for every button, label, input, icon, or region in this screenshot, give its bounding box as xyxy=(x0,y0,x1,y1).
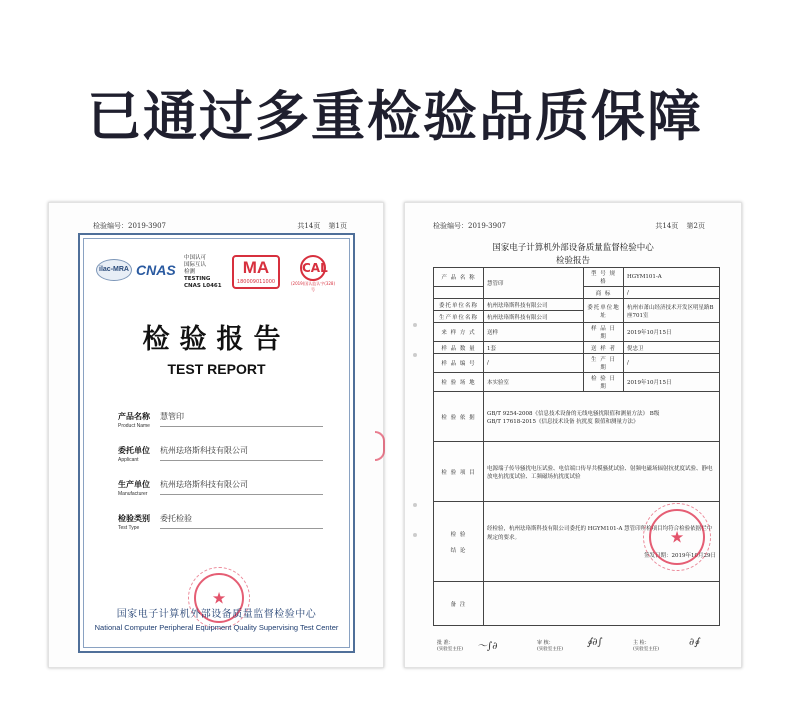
field-value: 杭州珐珞斯科技有限公司 xyxy=(160,479,323,495)
report-cover-page xyxy=(48,202,384,668)
field-label: 委托单位 xyxy=(118,446,150,455)
approver-label: 批 准： xyxy=(437,640,454,646)
center-title: 国家电子计算机外部设备质量监督检验中心 xyxy=(492,243,654,253)
handwritten-signature-icon: 〜∫∂ xyxy=(477,641,498,652)
table-row xyxy=(434,299,720,311)
certification-logos xyxy=(96,251,341,291)
field-test-type xyxy=(118,513,323,547)
cover-subtitle: TEST REPORT xyxy=(167,361,266,377)
cal-mark: CAL xyxy=(300,255,326,281)
report-number: 检验编号：2019-3907 xyxy=(433,222,506,230)
cma-logo xyxy=(232,255,280,289)
approver-role: (实验室主任) xyxy=(437,647,464,652)
table-cell-label: 检 验 场 地 xyxy=(434,373,484,392)
table-cell-label xyxy=(434,287,484,299)
table-cell-label xyxy=(434,502,484,582)
table-cell: / xyxy=(484,354,584,373)
table-cell-label: 商 标 xyxy=(584,287,624,299)
binding-hole-icon xyxy=(413,323,417,327)
table-row xyxy=(434,268,720,287)
table-cell-label: 检 验 项 目 xyxy=(434,442,484,502)
field-label: 生产单位 xyxy=(118,480,150,489)
table-cell: 电源端子传导骚扰电压试验、电信端口传导共模骚扰试验、射频电磁场辐射抗扰度试验、静电放电抗扰度试验、工频磁场抗扰度试验 xyxy=(484,442,720,502)
table-cell xyxy=(484,392,720,442)
cnas-line: 中国认可 xyxy=(184,255,207,261)
conclusion-label: 检 验 xyxy=(450,531,467,538)
tester-signature xyxy=(633,639,659,652)
table-cell-label: 样 品 数 量 xyxy=(434,342,484,354)
table-cell: 1套 xyxy=(484,342,584,354)
field-label: 产品名称 xyxy=(118,412,150,421)
table-row xyxy=(434,323,720,342)
issuing-organization: 国家电子计算机外部设备质量监督检验中心 xyxy=(116,609,317,620)
conclusion-label: 结 论 xyxy=(450,547,467,554)
field-value: 委托检验 xyxy=(160,513,323,529)
table-cell-label: 送 样 者 xyxy=(584,342,624,354)
table-cell-label: 生产单位名称 xyxy=(434,311,484,323)
cnas-info xyxy=(184,255,222,290)
table-cell-label: 委托单位地址 xyxy=(584,299,624,323)
table-cell: HGYM101-A xyxy=(624,268,720,287)
field-value: 慧管印 xyxy=(160,411,323,427)
report-title: 检验报告 xyxy=(555,256,590,266)
conclusion-text: 经检验，杭州珐珞斯科技有限公司委托的 HGYM101-A 慧管印所检项目均符合检验依据栏中规定的要求。 xyxy=(487,525,713,541)
table-cell-label: 型 号 规 格 xyxy=(584,268,624,287)
binding-hole-icon xyxy=(413,353,417,357)
table-cell-label: 样 品 日 期 xyxy=(584,323,624,342)
field-manufacturer xyxy=(118,479,323,513)
cnas-line: CNAS L0461 xyxy=(184,283,222,289)
table-cell: 本实验室 xyxy=(484,373,584,392)
table-cell-label: 产 品 名 称 xyxy=(434,268,484,287)
edge-seal-icon xyxy=(375,431,385,461)
cnas-logo: CNAS xyxy=(136,262,176,278)
seal-ring-icon xyxy=(643,503,711,571)
cnas-line: TESTING xyxy=(184,276,211,282)
table-row xyxy=(434,392,720,442)
sign-date: 签发日期：2019年10月29日 xyxy=(644,552,716,559)
tester-role: (实验室主任) xyxy=(633,647,660,652)
table-cell: 2019年10月15日 xyxy=(624,373,720,392)
table-cell: / xyxy=(624,287,720,299)
table-cell-label: 检 验 日 期 xyxy=(584,373,624,392)
table-row xyxy=(434,373,720,392)
basis-line: GB/T 17618-2015《信息技术设备 抗扰度 限值和测量方法》 xyxy=(487,418,639,425)
cal-logo xyxy=(290,255,336,292)
table-cell-label: 生 产 日 期 xyxy=(584,354,624,373)
handwritten-signature-icon: ∮∂∫ xyxy=(587,637,603,648)
table-cell: 杭州珐珞斯科技有限公司 xyxy=(484,299,584,311)
table-row xyxy=(434,342,720,354)
basis-line: GB/T 9254-2008《信息技术设备的无线电骚扰限值和测量方法》 B级 xyxy=(487,410,660,417)
report-number: 检验编号：2019-3907 xyxy=(93,222,166,230)
signature-row xyxy=(437,639,727,659)
table-cell-label: 备 注 xyxy=(434,582,484,626)
table-row xyxy=(434,442,720,502)
headline: 已通过多重检验品质保障 xyxy=(87,85,703,148)
binding-hole-icon xyxy=(413,503,417,507)
cma-mark: MA xyxy=(242,258,270,277)
tester-label: 主 检： xyxy=(633,640,650,646)
field-label-en: Applicant xyxy=(118,457,139,463)
report-table xyxy=(433,267,720,626)
cnas-line: 国际互认 xyxy=(184,262,207,268)
table-cell: 慧管印 xyxy=(484,268,584,299)
cover-fields xyxy=(118,411,323,547)
field-value: 杭州珐珞斯科技有限公司 xyxy=(160,445,323,461)
cal-number: (2019)国认监认字(328)号 xyxy=(290,281,336,292)
table-cell: 2019年10月15日 xyxy=(624,323,720,342)
field-label-en: Test Type xyxy=(118,525,140,531)
table-row xyxy=(434,354,720,373)
field-label: 检验类别 xyxy=(118,514,150,523)
table-cell: 送样 xyxy=(484,323,584,342)
reviewer-label: 审 核： xyxy=(537,640,554,646)
table-cell-label: 来 样 方 式 xyxy=(434,323,484,342)
page-info: 共14页 第1页 xyxy=(297,222,347,230)
table-cell: / xyxy=(624,354,720,373)
page-info: 共14页 第2页 xyxy=(655,222,705,230)
table-cell: 杭州珐珞斯科技有限公司 xyxy=(484,311,584,323)
table-cell-label: 检 验 依 据 xyxy=(434,392,484,442)
table-cell-label: 委托单位名称 xyxy=(434,299,484,311)
field-label-en: Manufacturer xyxy=(118,491,148,497)
binding-hole-icon xyxy=(413,533,417,537)
field-applicant xyxy=(118,445,323,479)
cover-frame xyxy=(78,233,355,653)
table-cell xyxy=(484,582,720,626)
handwritten-signature-icon: ∂∮ xyxy=(689,637,700,648)
reviewer-role: (实验室主任) xyxy=(537,647,564,652)
table-cell: 杭州市萧山经济技术开发区明星路B座701室 xyxy=(624,299,720,323)
table-row xyxy=(434,582,720,626)
table-cell-label: 样 品 编 号 xyxy=(434,354,484,373)
cover-title: 检验报告 xyxy=(142,324,291,355)
report-detail-page xyxy=(404,202,742,668)
approver-signature xyxy=(437,639,463,652)
issuing-organization-en: National Computer Peripheral Equipment Quality Supervising Test Center xyxy=(94,623,339,632)
reviewer-signature xyxy=(537,639,563,652)
field-product-name xyxy=(118,411,323,445)
ilac-mra-logo: ilac-MRA xyxy=(96,259,132,281)
cnas-line: 检测 xyxy=(184,269,196,275)
table-cell: 倪忠卫 xyxy=(624,342,720,354)
field-label-en: Product Name xyxy=(118,423,150,429)
cma-number: 180009011000 xyxy=(236,279,276,285)
